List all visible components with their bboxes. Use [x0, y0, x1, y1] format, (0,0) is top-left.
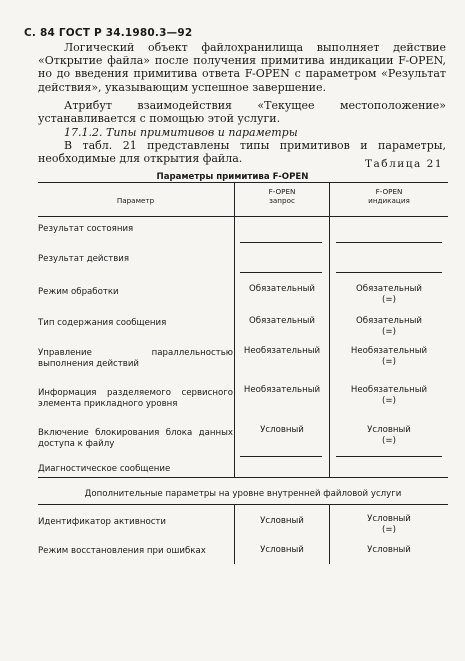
row-request-value: Необязательный — [243, 346, 321, 356]
row-request-value: Условный — [260, 425, 304, 435]
row-request-value: Необязательный — [243, 385, 321, 395]
section-rule-top — [38, 477, 448, 478]
table-header-rule — [38, 216, 448, 217]
row-name: Режим обработки — [38, 287, 119, 297]
row-request-value: Условный — [260, 545, 304, 555]
row-name: Идентификатор активности — [38, 517, 167, 527]
column-header-request: F-OPEN запрос — [268, 187, 296, 205]
cell-rule — [336, 242, 442, 243]
column-header-indication: F-OPEN индикация — [368, 187, 410, 205]
row-request-value: Обязательный — [249, 284, 315, 294]
row-indication-value: Условный (=) — [367, 514, 411, 535]
section-heading: 17.1.2. Типы примитивов и параметры — [64, 126, 298, 139]
row-indication-value: Условный (=) — [367, 425, 411, 446]
cell-rule — [336, 456, 442, 457]
row-name: Диагностическое сообщение — [38, 464, 171, 474]
table-title: Параметры примитива F-OPEN — [156, 172, 309, 182]
paragraph-intro: Логический объект файлохранилища выполняет действие «Открытие файла» после получения примитива индикации F-OPEN, но до введения примитива ответа F-OPEN с параметром «Результат действия», указывающим успешное завершение. — [38, 41, 446, 94]
cell-rule — [240, 242, 322, 243]
column-header-param: Параметр — [116, 196, 155, 205]
row-name: Информация разделяемого сервисного элемента прикладного уровня — [38, 388, 233, 409]
page-header: С. 84 ГОСТ Р 34.1980.3—92 — [24, 27, 193, 39]
row-request-value: Условный — [260, 516, 304, 526]
paragraph-table-ref: В табл. 21 представлены типы примитивов и параметры, необходимые для открытия файла. — [38, 139, 446, 166]
row-indication-value: Обязательный (=) — [356, 284, 422, 305]
row-name: Результат действия — [38, 254, 130, 264]
column-divider-1 — [234, 182, 235, 477]
row-name: Включение блокирования блока данных доступа к файлу — [38, 428, 233, 449]
row-indication-value: Обязательный (=) — [356, 316, 422, 337]
row-request-value: Обязательный — [249, 316, 315, 326]
cell-rule — [240, 272, 322, 273]
row-name: Управление параллельностью выполнения действий — [38, 348, 233, 369]
column-divider-3 — [234, 504, 235, 564]
table-top-rule — [38, 182, 448, 183]
row-name: Режим восстановления при ошибках — [38, 546, 206, 556]
cell-rule — [240, 456, 322, 457]
table-caption: Таблица 21 — [365, 158, 443, 170]
section-rule-bottom — [38, 504, 448, 505]
section-subheading: Дополнительные параметры на уровне внутренней файловой услуги — [84, 489, 402, 499]
row-indication-value: Условный — [367, 545, 411, 555]
cell-rule — [336, 272, 442, 273]
row-indication-value: Необязательный (=) — [350, 385, 428, 406]
paragraph-attribute: Атрибут взаимодействия «Текущее местоположение» устанавливается с помощью этой услуги. — [38, 99, 446, 126]
row-name: Результат состояния — [38, 224, 134, 234]
row-indication-value: Необязательный (=) — [350, 346, 428, 367]
row-name: Тип содержания сообщения — [38, 318, 167, 328]
